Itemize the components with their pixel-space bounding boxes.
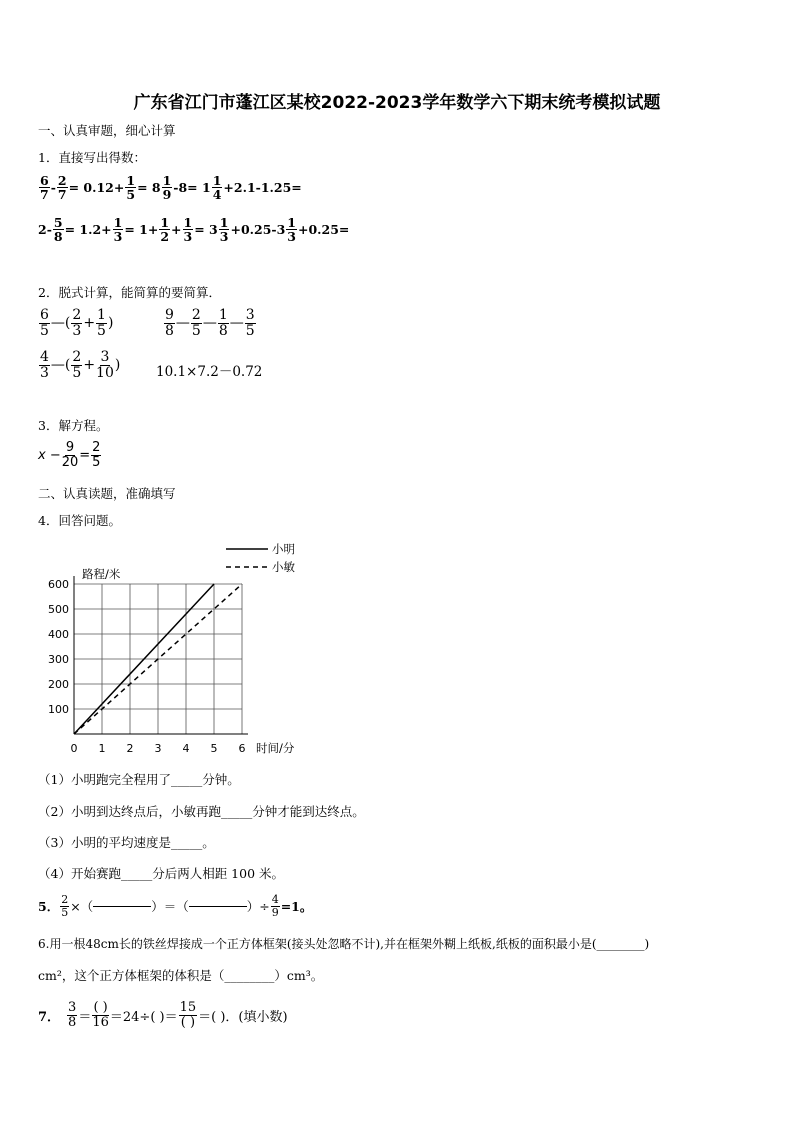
fraction: $\frac{1}{2}$ xyxy=(160,215,170,245)
q2-expr-3: $\frac{4}{3}$ —( $\frac{2}{5}$ + $\frac{3}{10}$ ) xyxy=(40,349,121,381)
q4-label: 4．回答问题。 xyxy=(38,513,121,528)
x-axis-label: 时间/分 xyxy=(256,741,295,755)
q2-label: 2．脱式计算，能简算的要简算． xyxy=(38,285,221,300)
q4-sub3: （3）小明的平均速度是_____。 xyxy=(38,835,215,850)
section-1-heading: 一、认真审题，细心计算 xyxy=(38,123,176,138)
fraction: $\frac{1}{5}$ xyxy=(126,173,136,203)
fraction: $\frac{5}{8}$ xyxy=(53,215,63,245)
answer-blank[interactable] xyxy=(189,906,247,907)
distance-time-chart xyxy=(30,536,320,761)
y-tick-label: 400 xyxy=(48,628,69,641)
fraction: $\frac{1}{9}$ xyxy=(162,173,172,203)
y-tick-label: 600 xyxy=(48,578,69,591)
q2-expr-2: $\frac{9}{8}$ — $\frac{2}{5}$ — $\frac{1}{8}$ — $\frac{3}{5}$ xyxy=(165,307,255,339)
fraction: $\frac{1}{3}$ xyxy=(113,215,123,245)
fraction: $\frac{1}{3}$ xyxy=(287,215,296,245)
page-title: 广东省江门市蓬江区某校2022-2023学年数学六下期末统考模拟试题 xyxy=(133,93,661,113)
x-tick-label: 1 xyxy=(98,742,106,755)
fraction: $\frac{2}{7}$ xyxy=(57,173,67,203)
x-tick-label: 2 xyxy=(126,742,134,755)
y-tick-label: 100 xyxy=(48,703,69,716)
q1-label: 1．直接写出得数： xyxy=(38,150,146,165)
fraction: $\frac{1}{4}$ xyxy=(212,173,222,203)
q2-expr-4: 10.1×7.2－0.72 xyxy=(156,364,263,380)
q4-sub1: （1）小明跑完全程用了_____分钟。 xyxy=(38,772,240,787)
q4-sub2: （2）小明到达终点后，小敏再跑_____分钟才能到达终点。 xyxy=(38,804,365,819)
x-tick-label: 5 xyxy=(210,742,218,755)
x-tick-label: 4 xyxy=(182,742,190,755)
y-tick-label: 200 xyxy=(48,678,69,691)
fraction: $\frac{1}{3}$ xyxy=(183,215,193,245)
fraction: $\frac{1}{3}$ xyxy=(219,215,229,245)
y-tick-label: 500 xyxy=(48,603,69,616)
x-tick-label: 0 xyxy=(70,742,78,755)
answer-blank[interactable] xyxy=(93,906,151,907)
x-tick-label: 6 xyxy=(238,742,246,755)
q3-equation: x − $\frac{9}{20}$ = $\frac{2}{5}$ xyxy=(38,440,101,470)
section-2-heading: 二、认真读题，准确填写 xyxy=(38,486,176,501)
q3-label: 3．解方程。 xyxy=(38,418,109,433)
q4-sub4: （4）开始赛跑_____分后两人相距 100 米。 xyxy=(38,866,285,881)
q1-row2: 2- $\frac{5}{8}$ = 1.2+ $\frac{1}{3}$ = 1+ $\frac{1}{2}$ + $\frac{1}{3}$ = 3 $\frac{1}{3}$ +0.25-3 $\frac{1}{3}$ +0.25= xyxy=(38,215,350,245)
q1-row1: $\frac{6}{7}$ - $\frac{2}{7}$ = 0.12+ $\frac{1}{5}$ = 8 $\frac{1}{9}$ -8= 1 $\frac{1}{4}$ +2.1-1.25= xyxy=(40,173,302,203)
legend-label: 小敏 xyxy=(272,560,295,574)
q6-line2: cm²，这个正方体框架的体积是（________）cm³。 xyxy=(38,968,324,983)
q2-expr-1: $\frac{6}{5}$ —( $\frac{2}{3}$ + $\frac{1}{5}$ ) xyxy=(40,307,114,339)
q6-line1: 6.用一根48cm长的铁丝焊接成一个正方体框架(接头处忽略不计),并在框架外糊上纸板,纸板的面积最小是(________) xyxy=(38,937,650,951)
q5: 5． $\frac{2}{5}$ ×（ ）＝（ ）÷ $\frac{4}{9}$ =1。 xyxy=(38,893,313,919)
q7: 7． $\frac{3}{8}$ ＝ $\frac{( )}{16}$ ＝24÷( )＝ $\frac{15}{( )}$ ＝( )．(填小数) xyxy=(38,1000,288,1030)
y-axis-label: 路程/米 xyxy=(82,567,121,581)
fraction: $\frac{6}{7}$ xyxy=(40,173,49,203)
y-tick-label: 300 xyxy=(48,653,69,666)
x-tick-label: 3 xyxy=(154,742,162,755)
legend-label: 小明 xyxy=(272,542,295,556)
